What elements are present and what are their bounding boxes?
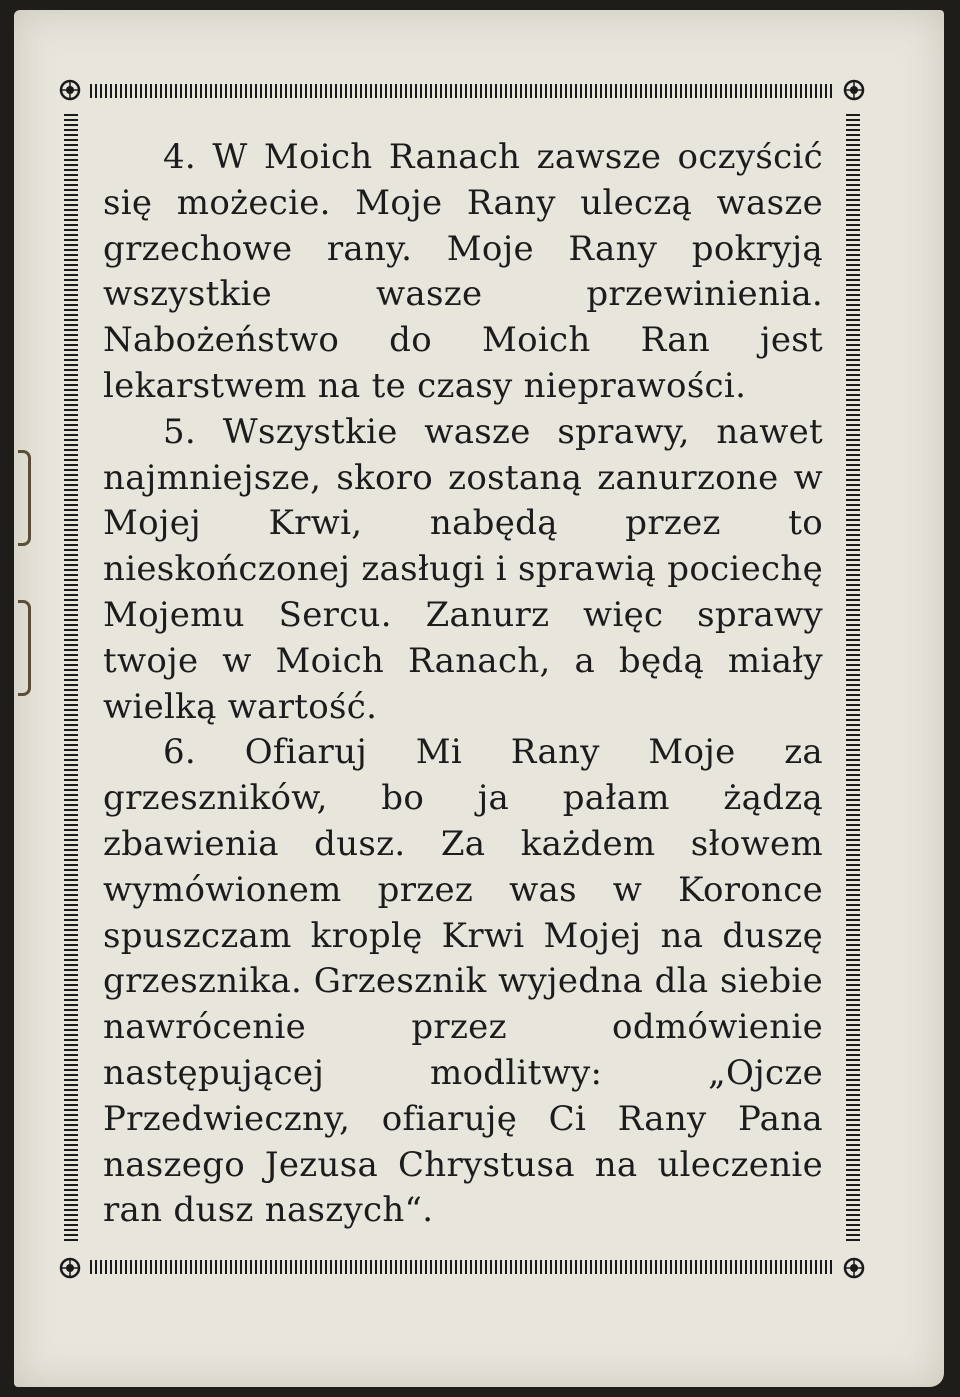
corner-rosette-icon: [842, 78, 866, 102]
paragraph-6: [103, 730, 823, 1234]
staple-icon: [18, 600, 31, 696]
corner-rosette-icon: [58, 78, 82, 102]
corner-rosette-icon: [842, 1256, 866, 1280]
paragraph-number: 4.: [163, 137, 197, 177]
corner-rosette-icon: [58, 1256, 82, 1280]
staple-icon: [18, 450, 31, 546]
paragraph-text: W Moich Ranach zawsze oczyścić się możecie. Moje Rany uleczą wasze grzechowe rany. Moje Rany pokryją wszystkie wasze przewinienia. Nabożeństwo do Moich Ran jest lekarstwem na te czasy nieprawości.: [103, 137, 823, 406]
paragraph-4: [103, 135, 823, 410]
paragraph-number: 6.: [163, 732, 197, 773]
frame-right-rule: [846, 114, 860, 1244]
paragraph-text: Ofiaruj Mi Rany Moje za grzeszników, bo ja pałam żądzą zbawienia dusz. Za każdem słowem wymówionem przez was w Koronce spuszczam kroplę Krwi Mojej na duszę grzesznika. Grzesznik wyjedna dla siebie nawrócenie przez odmówienie następującej modlitwy: „Ojcze Przedwieczny, ofiaruję Ci Rany Pana naszego Jezusa Chrystusa na uleczenie ran dusz naszych“.: [103, 732, 824, 1231]
page-text: [103, 135, 823, 1234]
paragraph-number: 5.: [163, 411, 197, 452]
frame-top-rule: [90, 84, 834, 98]
paragraph-5: [103, 410, 823, 731]
frame-left-rule: [64, 114, 78, 1244]
frame-bottom-rule: [90, 1260, 834, 1274]
paragraph-text: Wszystkie wasze sprawy, nawet najmniejsze, skoro zostaną zanurzone w Mojej Krwi, nabędą przez to nieskończonej zasługi i sprawią pociechę Mojemu Sercu. Zanurz więc sprawy twoje w Moich Ranach, a będą miały wielką wartość.: [103, 411, 823, 727]
binding-staples: [14, 450, 36, 700]
